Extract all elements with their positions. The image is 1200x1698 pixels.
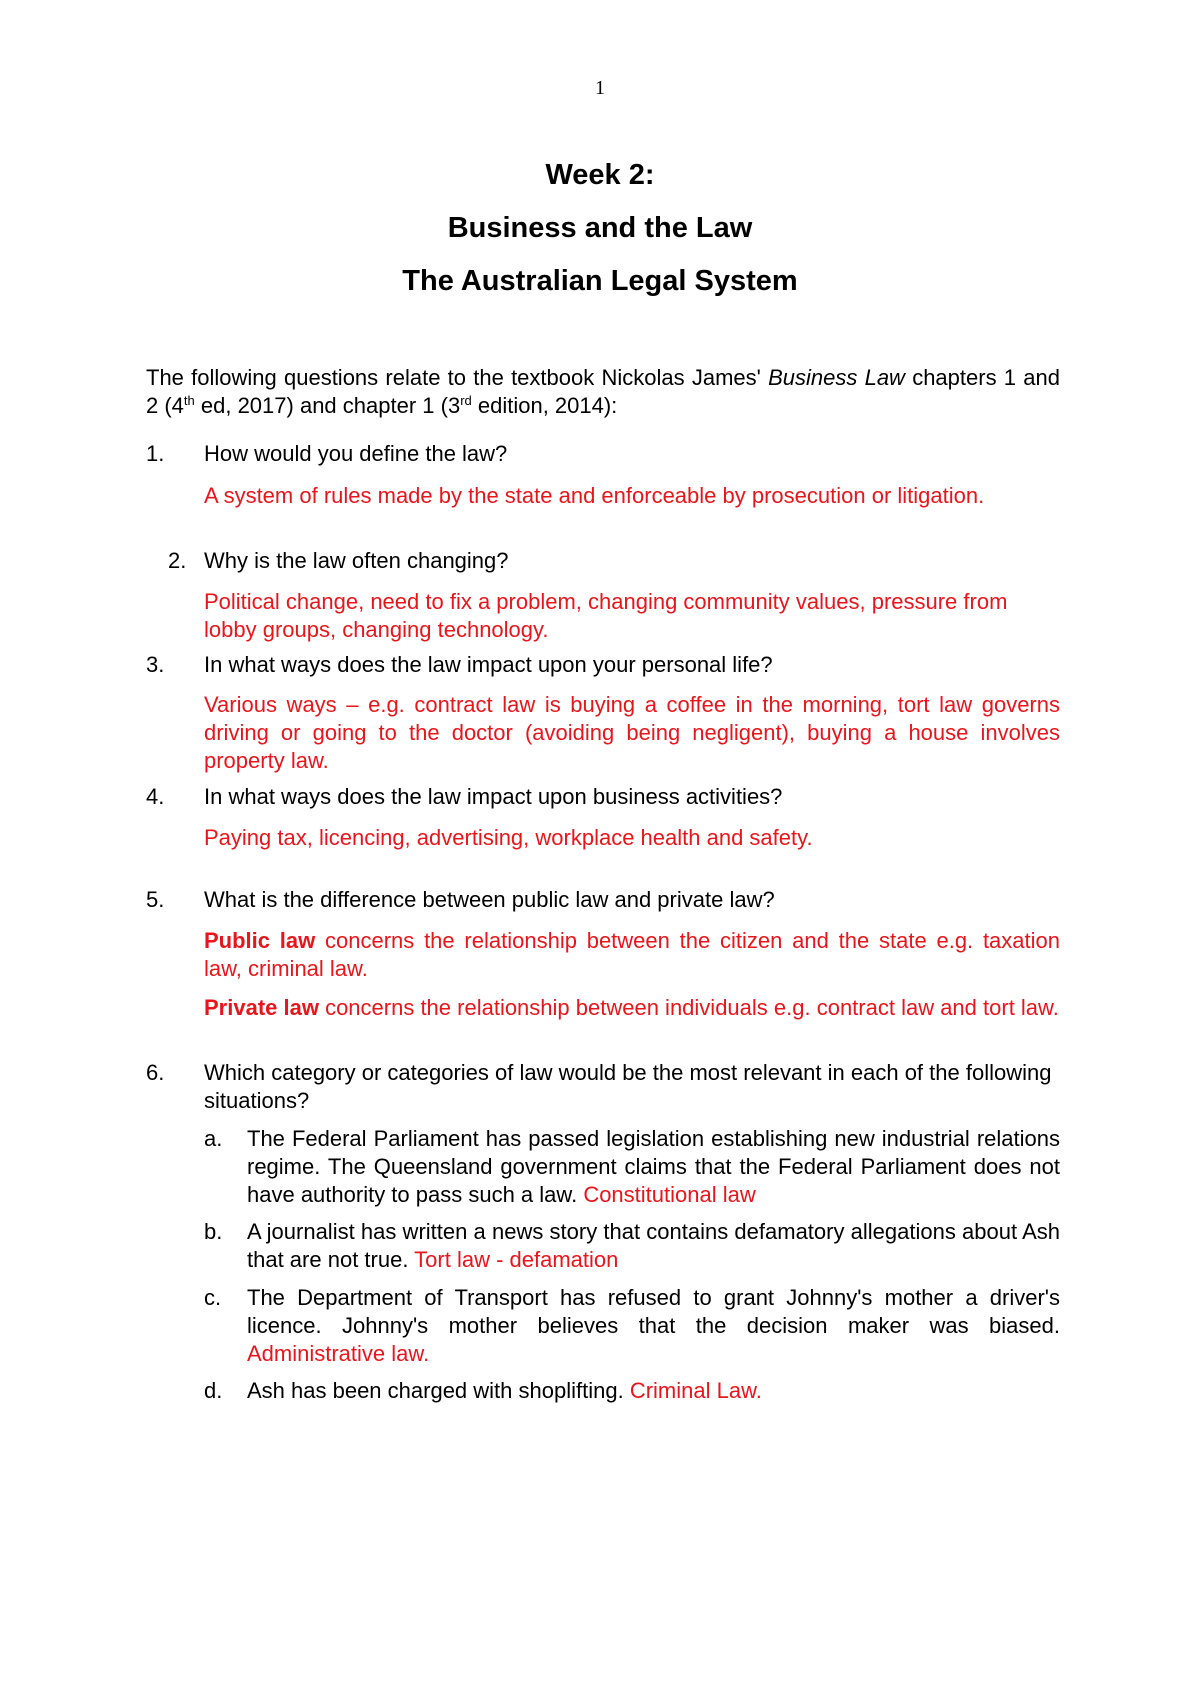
sub-question-text: The Department of Transport has refused to grant Johnny's mother a driver's licence. Johnny's mother believes that the decision maker was biased. Administrative law. <box>247 1285 1060 1366</box>
sub-answer: Constitutional law <box>583 1182 756 1207</box>
intro-paragraph: The following questions relate to the textbook Nickolas James' Business Law chapters 1 and 2 (4th ed, 2017) and chapter 1 (3rd edition, 2014): <box>146 365 1060 418</box>
answer-5-public: Public law concerns the relationship between the citizen and the state e.g. taxation law, criminal law. <box>204 928 1060 981</box>
title-week: Week 2: <box>545 159 655 191</box>
question-text: In what ways does the law impact upon business activities? <box>204 784 783 809</box>
question-number: 4. <box>146 784 165 809</box>
answer-5-private: Private law concerns the relationship between individuals e.g. contract law and tort law. <box>204 995 1059 1020</box>
question-number: 5. <box>146 887 165 912</box>
question-number: 1. <box>146 441 165 466</box>
private-law-term: Private law <box>204 995 319 1020</box>
sub-question-letter: b. <box>204 1219 223 1244</box>
book-title: Business Law <box>768 365 905 390</box>
sub-question-letter: c. <box>204 1285 222 1310</box>
sub-question-text: The Federal Parliament has passed legislation establishing new industrial relations regime. The Queensland government claims that the Federal Parliament does not have authority to pass such a law. Constitutional law <box>247 1126 1060 1207</box>
title-block <box>0 158 1200 317</box>
sub-question-text: Ash has been charged with shoplifting. Criminal Law. <box>247 1378 762 1403</box>
answer-3: Various ways – e.g. contract law is buying a coffee in the morning, tort law governs driving or going to the doctor (avoiding being negligent), buying a house involves property law. <box>204 692 1060 773</box>
question-number: 2. <box>168 548 187 573</box>
answer-4: Paying tax, licencing, advertising, workplace health and safety. <box>204 825 813 850</box>
question-number: 3. <box>146 652 165 677</box>
question-text: What is the difference between public law and private law? <box>204 887 775 912</box>
sub-answer: Tort law - defamation <box>414 1247 619 1272</box>
sub-answer: Criminal Law. <box>629 1378 762 1403</box>
question-text: How would you define the law? <box>204 441 508 466</box>
question-number: 6. <box>146 1060 165 1085</box>
sub-answer: Administrative law. <box>247 1341 430 1366</box>
sub-question-letter: d. <box>204 1378 223 1403</box>
question-text: Why is the law often changing? <box>204 548 509 573</box>
title-topic: The Australian Legal System <box>402 265 798 297</box>
sub-question-letter: a. <box>204 1126 223 1151</box>
sub-question-text: A journalist has written a news story that contains defamatory allegations about Ash that are not true. Tort law - defamation <box>247 1219 1060 1272</box>
question-text: In what ways does the law impact upon your personal life? <box>204 652 773 677</box>
page-number: 1 <box>595 77 605 99</box>
public-law-term: Public law <box>204 928 316 953</box>
title-subject: Business and the Law <box>447 212 753 244</box>
question-text: Which category or categories of law would be the most relevant in each of the following situations? <box>204 1060 1052 1113</box>
answer-2: Political change, need to fix a problem, changing community values, pressure from lobby groups, changing technology. <box>204 589 1008 642</box>
answer-1: A system of rules made by the state and enforceable by prosecution or litigation. <box>204 483 985 508</box>
